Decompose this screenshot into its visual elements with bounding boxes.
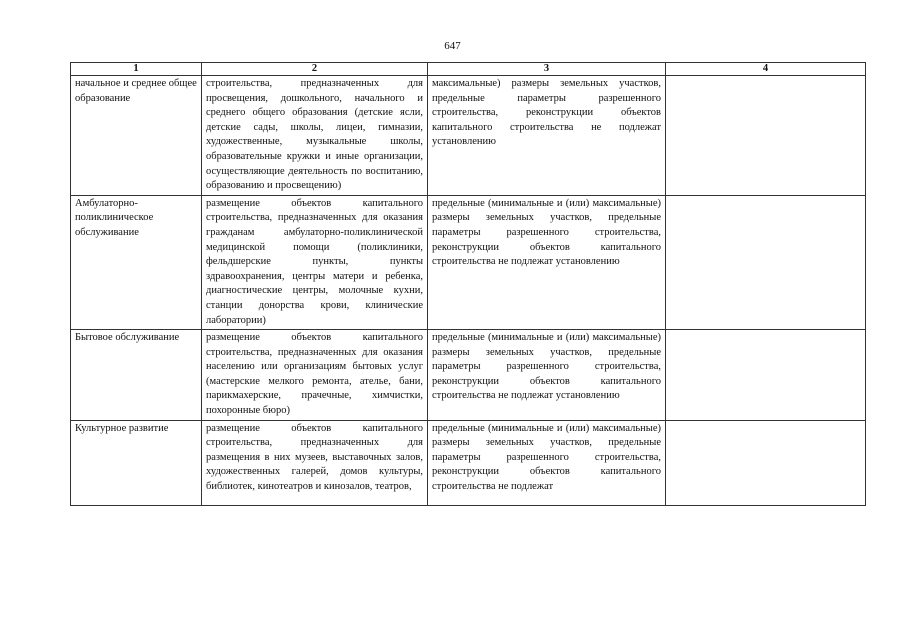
parameters-cell: предельные (минимальные и (или) максимальные) размеры земельных участков, предельные параметры разрешенного строительства, реконструкции объектов капитального строительства не подлежат установлению <box>428 330 666 421</box>
use-description-cell: строительства, предназначенных для просвещения, дошкольного, начального и среднего общего образования (детские ясли, детские сады, школы, лицеи, гимназии, художественные, музыкальные школы, образовательные кружки и иные организации, осуществляющие деятельность по воспитанию, образованию и просвещению) <box>202 76 428 196</box>
use-type-cell: Бытовое обслуживание <box>71 330 202 421</box>
table-row <box>71 76 866 196</box>
use-type-cell: начальное и среднее общее образование <box>71 76 202 196</box>
table-header-row <box>71 63 866 76</box>
parameters-text: предельные (минимальные и (или) максимальные) размеры земельных участков, предельные параметры разрешенного строительства, реконструкции объектов капитального строительства не подлежат <box>432 422 661 493</box>
parameters-cell: максимальные) размеры земельных участков, предельные параметры разрешенного строительства, реконструкции объектов капитального строительства не подлежат установлению <box>428 76 666 196</box>
notes-text <box>670 422 861 504</box>
column-header-2: 2 <box>202 63 428 76</box>
use-description-cell <box>202 420 428 505</box>
notes-cell <box>666 330 866 421</box>
column-header-1: 1 <box>71 63 202 76</box>
use-description-cell: размещение объектов капитального строительства, предназначенных для оказания населению или организациям бытовых услуг (мастерские мелкого ремонта, ателье, бани, парикмахерские, прачечные, химчистки, похоронные бюро) <box>202 330 428 421</box>
notes-cell <box>666 76 866 196</box>
parameters-cell: предельные (минимальные и (или) максимальные) размеры земельных участков, предельные параметры разрешенного строительства, реконструкции объектов капитального строительства не подлежат установлению <box>428 195 666 329</box>
table-row <box>71 330 866 421</box>
use-description-text: размещение объектов капитального строительства, предназначенных для размещения в них музеев, выставочных залов, художественных галерей, домов культуры, библиотек, кинотеатров и кинозалов, театров, <box>206 422 423 493</box>
notes-cell <box>666 420 866 505</box>
parameters-cell <box>428 420 666 505</box>
use-type-cell: Амбулаторно-поликлиническое обслуживание <box>71 195 202 329</box>
table-row <box>71 420 866 505</box>
column-header-4: 4 <box>666 63 866 76</box>
page-number: 647 <box>444 40 461 52</box>
use-type-cell <box>71 420 202 505</box>
use-type-text: Культурное развитие <box>75 422 169 434</box>
regulations-table <box>70 62 866 506</box>
column-header-3: 3 <box>428 63 666 76</box>
use-description-cell: размещение объектов капитального строительства, предназначенных для оказания гражданам амбулаторно-поликлинической медицинской помощи (поликлиники, фельдшерские пункты, пункты здравоохранения, центры матери и ребенка, диагностические центры, молочные кухни, станции донорства крови, клинические лаборатории) <box>202 195 428 329</box>
notes-cell <box>666 195 866 329</box>
table-row <box>71 195 866 329</box>
